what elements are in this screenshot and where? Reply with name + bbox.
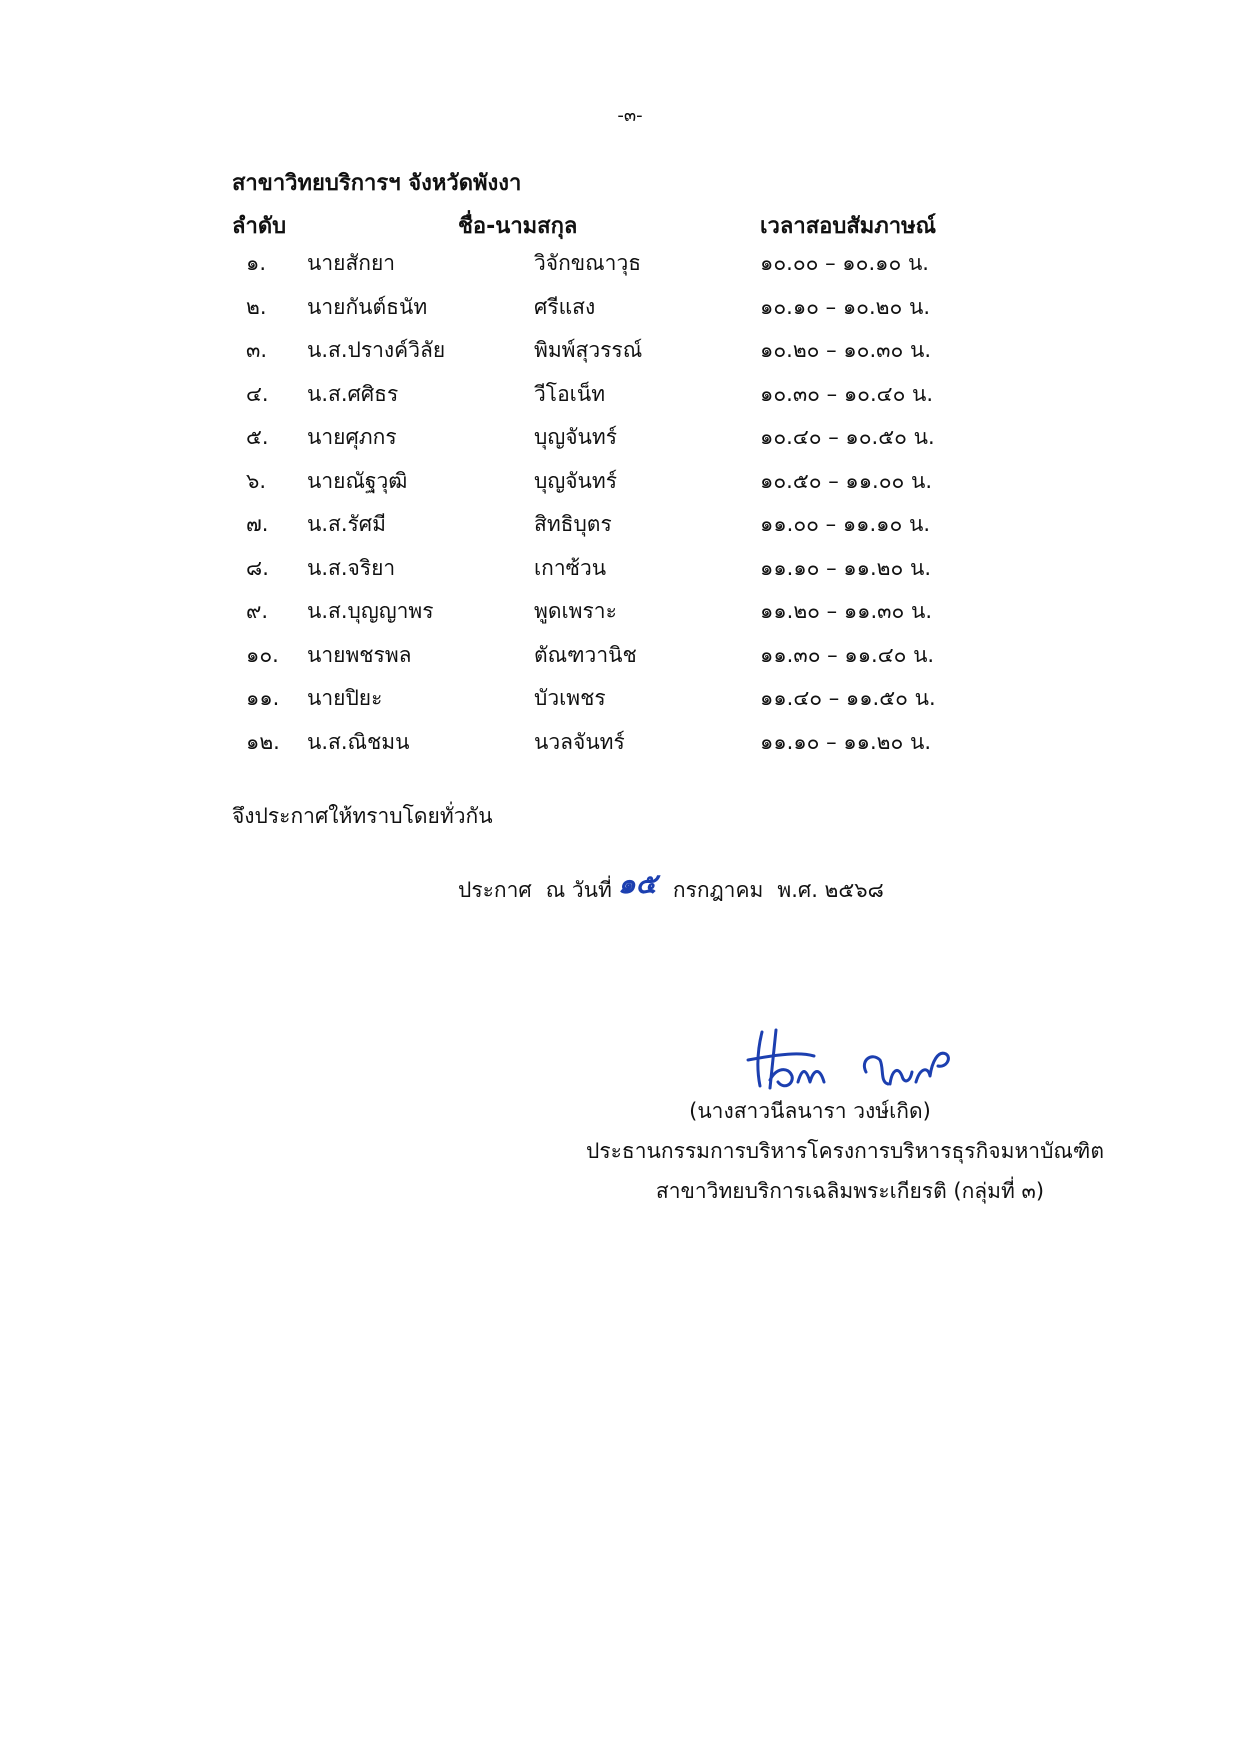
row-first-name: น.ส.บุญญาพร	[307, 599, 434, 623]
table-row	[232, 378, 1012, 422]
row-number: ๙.	[246, 599, 269, 623]
row-number: ๑.	[246, 251, 267, 275]
row-last-name: บุญจันทร์	[534, 468, 618, 493]
row-first-name: นายปิยะ	[307, 686, 383, 710]
row-number: ๓.	[246, 338, 268, 362]
signer-branch: สาขาวิทยบริการเฉลิมพระเกียรติ (กลุ่มที่ ๓)	[655, 1179, 1045, 1203]
row-number: ๒.	[246, 294, 267, 319]
closing-statement: จึงประกาศให้ทราบโดยทั่วกัน	[232, 804, 493, 828]
row-first-name: น.ส.รัศมี	[307, 512, 386, 536]
row-time: ๑๑.๑๐ – ๑๑.๒๐ น.	[760, 729, 932, 754]
row-first-name: นายกันต์ธนัท	[307, 294, 428, 319]
row-time: ๑๐.๔๐ – ๑๐.๕๐ น.	[760, 425, 935, 449]
row-time: ๑๑.๔๐ – ๑๑.๕๐ น.	[760, 686, 936, 710]
row-number: ๑๑.	[246, 686, 280, 710]
row-last-name: วิจักขณาวุธ	[534, 251, 642, 275]
candidate-list	[232, 247, 1012, 769]
row-number: ๗.	[246, 512, 269, 536]
row-first-name: นายสักยา	[307, 251, 396, 275]
announcement-day-handwritten: ๑๕	[617, 867, 657, 900]
row-last-name: พูดเพราะ	[534, 599, 617, 623]
table-header	[232, 208, 992, 240]
row-first-name: น.ส.ณิชมน	[307, 729, 410, 754]
table-row	[232, 508, 1012, 552]
table-row	[232, 682, 1012, 726]
row-first-name: นายพชรพล	[307, 642, 412, 667]
table-row	[232, 247, 1012, 291]
row-time: ๑๑.๐๐ – ๑๑.๑๐ น.	[760, 512, 931, 536]
row-time: ๑๑.๓๐ – ๑๑.๔๐ น.	[760, 642, 935, 667]
row-number: ๑๐.	[246, 642, 279, 667]
signature-image	[740, 1020, 970, 1100]
table-row	[232, 639, 1012, 683]
row-first-name: น.ส.ปรางค์วิลัย	[307, 338, 446, 362]
announcement-year: พ.ศ. ๒๕๖๘	[777, 878, 884, 902]
row-time: ๑๐.๑๐ – ๑๐.๒๐ น.	[760, 294, 931, 319]
row-last-name: พิมพ์สุวรรณ์	[534, 338, 643, 362]
row-last-name: เกาซ้วน	[534, 555, 607, 580]
row-first-name: น.ส.จริยา	[307, 555, 396, 580]
row-number: ๘.	[246, 555, 269, 580]
announcement-month: กรกฎาคม	[672, 878, 764, 902]
row-first-name: นายณัฐวุฒิ	[307, 468, 408, 493]
row-time: ๑๑.๑๐ – ๑๑.๒๐ น.	[760, 555, 932, 580]
signer-name: (นางสาวนีลนารา วงษ์เกิด)	[689, 1099, 931, 1123]
announcement-date-line	[458, 866, 884, 910]
row-number: ๑๒.	[246, 729, 280, 754]
table-row	[232, 726, 1012, 770]
row-last-name: สิทธิบุตร	[534, 512, 612, 536]
row-first-name: น.ส.ศศิธร	[307, 381, 399, 406]
table-row	[232, 334, 1012, 378]
row-first-name: นายศุภกร	[307, 425, 397, 449]
section-heading: สาขาวิทยบริการฯ จังหวัดพังงา	[232, 171, 522, 196]
row-last-name: ศรีแสง	[534, 294, 596, 319]
page-number: -๓-	[617, 105, 643, 126]
row-time: ๑๐.๐๐ – ๑๐.๑๐ น.	[760, 251, 929, 275]
row-number: ๔.	[246, 381, 269, 406]
signer-title: ประธานกรรมการบริหารโครงการบริหารธุรกิจมหาบัณฑิต	[586, 1139, 1104, 1163]
row-time: ๑๐.๕๐ – ๑๑.๐๐ น.	[760, 468, 933, 493]
header-order: ลำดับ	[232, 214, 287, 239]
row-time: ๑๐.๓๐ – ๑๐.๔๐ น.	[760, 381, 934, 406]
table-row	[232, 421, 1012, 465]
table-row	[232, 552, 1012, 596]
header-name: ชื่อ-นามสกุล	[458, 214, 578, 239]
announcement-prefix: ประกาศ	[458, 878, 532, 902]
row-last-name: วีโอเน็ท	[534, 381, 606, 406]
row-time: ๑๑.๒๐ – ๑๑.๓๐ น.	[760, 599, 933, 623]
row-last-name: บุญจันทร์	[534, 425, 618, 449]
row-number: ๖.	[246, 468, 267, 493]
row-time: ๑๐.๒๐ – ๑๐.๓๐ น.	[760, 338, 932, 362]
header-interview-time: เวลาสอบสัมภาษณ์	[760, 214, 937, 239]
announcement-at: ณ วันที่	[545, 878, 612, 902]
table-row	[232, 595, 1012, 639]
table-row	[232, 291, 1012, 335]
row-last-name: บัวเพชร	[534, 686, 606, 710]
row-last-name: ตัณฑวานิช	[534, 642, 637, 667]
row-number: ๕.	[246, 425, 269, 449]
row-last-name: นวลจันทร์	[534, 729, 625, 754]
table-row	[232, 465, 1012, 509]
